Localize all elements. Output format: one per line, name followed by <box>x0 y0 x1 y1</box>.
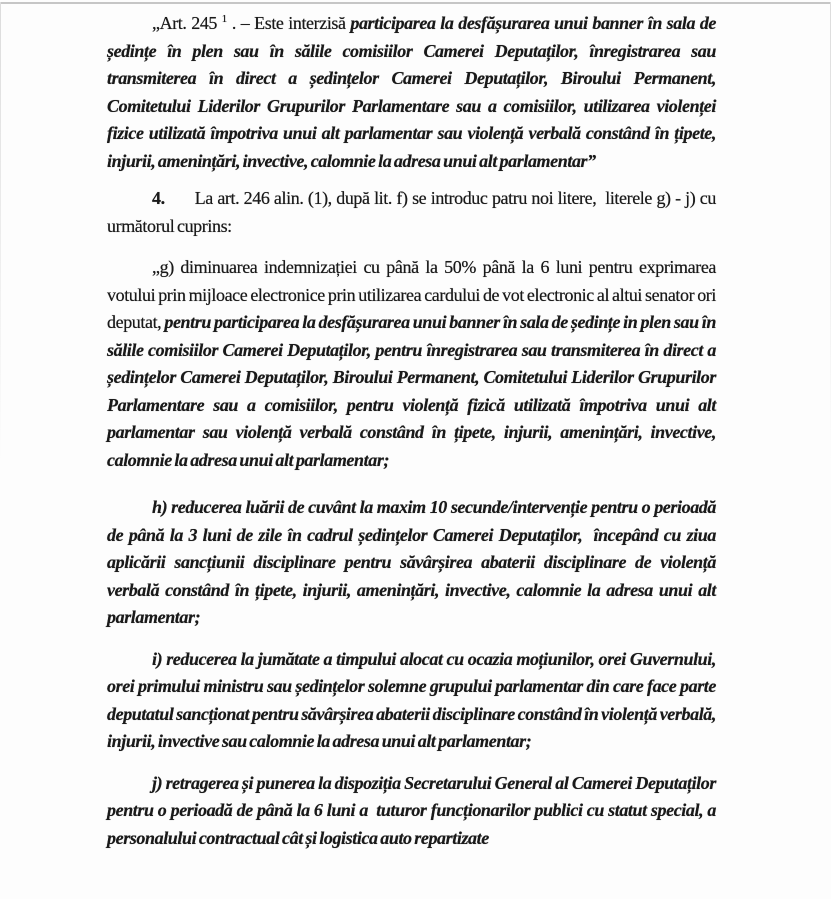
text-run-bold-italic: i) reducerea la jumătate a timpului alocat cu ocazia moțiunilor, orei Guvernului, orei primului ministru sau ședințelor solemne grupului parlamentar din care face parte deputatul sancționat pentru săvârșirea abaterii disciplinare constând în violență verbală, injurii, invective sau calomnie la adresa unui alt parlamentar; <box>107 648 716 751</box>
text-run-bold-italic: participarea la desfășurarea unui banner în sala de ședințe în plen sau în sălile comisiilor Camerei Deputaților, înregistrarea sau transmiterea în direct a ședințelor Camerei Deputaților, Biroului Permanent, Comitetului Liderilor Grupurilor Parlamentare sau a comisiilor, utilizarea violenței fizice utilizată împotriva unui alt parlamentar sau violență verbală constând în țipete, injurii, amenințări, invective, calomnie la adresa unui alt parlamentar” <box>107 13 717 171</box>
text-run-superscript: 1 <box>221 13 228 25</box>
page-left-edge <box>0 2 1 462</box>
text-run-bold: 4. <box>152 188 165 208</box>
paragraph-lit-i <box>107 646 716 756</box>
paragraph-lit-h <box>107 494 716 632</box>
text-run-bold-italic: pentru participarea la desfășurarea unui banner în sala de ședințe in plen sau în sălile comisiilor Camerei Deputaților, pentru înregistrarea sau transmiterea în direct a ședințelor Camerei Deputaților, Biroului Permanent, Comitetului Liderilor Grupurilor Parlamentare sau a comisiilor, pentru violență fizică utilizată împotriva unui alt parlamentar sau violență verbală constând în țipete, injurii, amenințări, invective, calomnie la adresa unui alt parlamentar; <box>107 312 716 470</box>
text-run-regular: . – Este interzisă <box>227 13 351 33</box>
document-body <box>107 10 716 866</box>
paragraph-art-245-quote <box>107 10 716 175</box>
text-run-regular: „Art. 245 <box>152 13 222 33</box>
paragraph-lit-j <box>107 770 716 853</box>
paragraph-lit-g <box>107 254 716 474</box>
text-run-bold-italic: j) retragerea și punerea la dispoziția Secretarului General al Camerei Deputaților pentru o perioadă de până la 6 luni a tuturor funcționarilor publici cu statut special, a personalului contractual cât și logistica auto repartizate <box>107 772 716 848</box>
text-run-bold-italic: h) reducerea luării de cuvânt la maxim 10 secunde/intervenție pentru o perioadă de până la 3 luni de zile în cadrul ședințelor Camerei Deputaților, începând cu ziua aplicării sancțiunii disciplinare pentru săvârșirea abaterii disciplinare de violență verbală constând în țipete, injurii, amenințări, invective, calomnie la adresa unui alt parlamentar; <box>107 497 716 627</box>
paragraph-item-4 <box>107 185 716 240</box>
page-top-rule <box>0 2 831 4</box>
text-run-regular: La art. 246 alin. (1), după lit. f) se introduc patru noi litere, literele g) - j) cu următorul cuprins: <box>107 188 716 236</box>
text-run-regular: „g) diminuarea indemnizației cu până la 50% până la 6 luni pentru exprimarea votului prin mijloace electronice prin utilizarea cardului de vot electronic al altui senator ori deputat, <box>107 257 716 332</box>
